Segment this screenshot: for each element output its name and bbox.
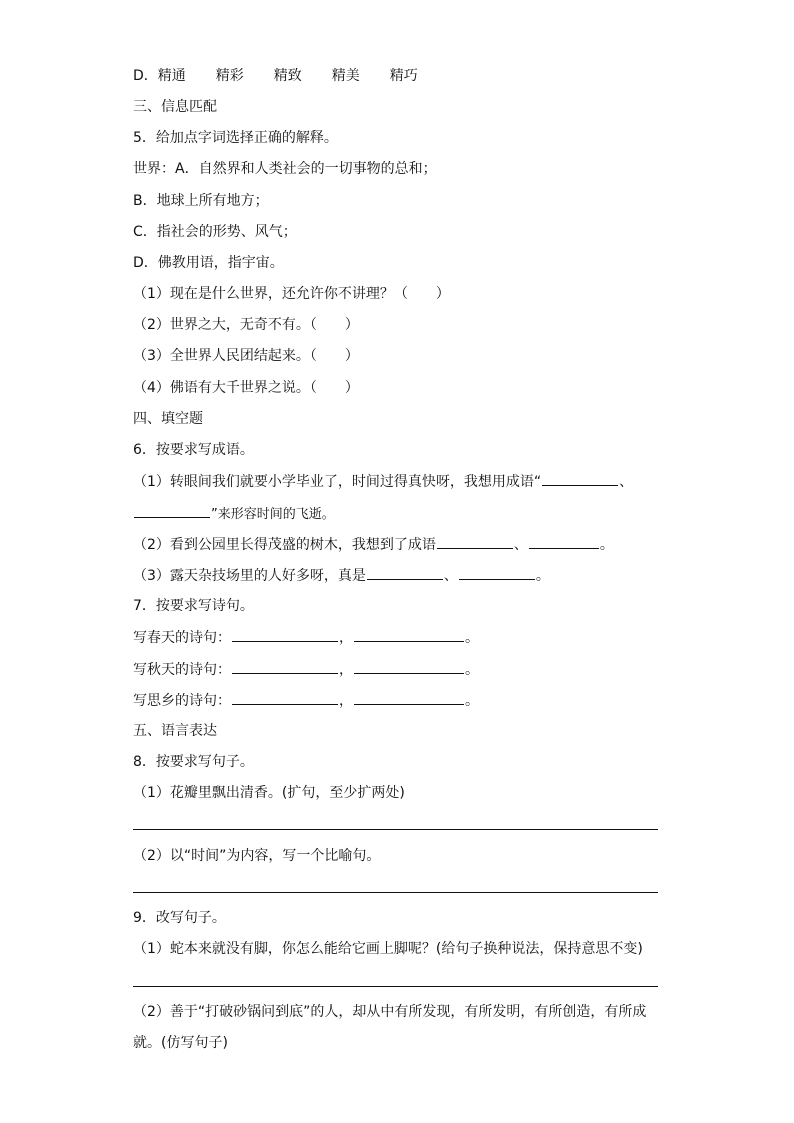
definition-d: D．佛教用语，指宇宙。 bbox=[133, 255, 284, 271]
period: 。 bbox=[535, 568, 550, 584]
answer-blank[interactable] bbox=[232, 627, 338, 642]
question-9-item-2-line-2: 就。(仿写句子) bbox=[133, 1035, 228, 1051]
homesick-poem-label: 写思乡的诗句： bbox=[133, 693, 231, 709]
period: 。 bbox=[465, 630, 479, 646]
answer-blank[interactable] bbox=[542, 471, 618, 486]
question-9-item-1: （1）蛇本来就没有脚，你怎么能给它画上脚呢？(给句子换种说法，保持意思不变) bbox=[133, 941, 643, 957]
question-9-item-2-line-1: （2）善于“打破砂锅问到底”的人，却从中有所发现，有所发明，有所创造，有所成 bbox=[133, 1004, 647, 1020]
separator: 、 bbox=[443, 568, 458, 584]
question-5-item-1[interactable]: （1）现在是什么世界，还允许你不讲理？（ ） bbox=[133, 286, 450, 302]
question-8-stem: 8．按要求写句子。 bbox=[133, 754, 254, 770]
spring-poem-line bbox=[133, 627, 479, 648]
answer-blank[interactable] bbox=[232, 690, 338, 705]
question-6-item-1-text: （1）转眼间我们就要小学毕业了，时间过得真快呀，我想用成语“ bbox=[133, 474, 542, 490]
question-6-item-1-line-2 bbox=[133, 503, 335, 525]
question-5-item-3[interactable]: （3）全世界人民团结起来。（ ） bbox=[133, 348, 359, 364]
question-6-item-3 bbox=[133, 565, 550, 586]
question-5-item-4[interactable]: （4）佛语有大千世界之说。（ ） bbox=[133, 380, 359, 396]
answer-blank[interactable] bbox=[232, 659, 338, 674]
separator: 、 bbox=[619, 474, 634, 490]
question-6-stem: 6．按要求写成语。 bbox=[133, 442, 254, 458]
option-d-word-3: 精致 bbox=[273, 68, 302, 84]
question-9-stem: 9．改写句子。 bbox=[133, 910, 226, 926]
option-d-word-2: 精彩 bbox=[215, 68, 244, 84]
answer-blank[interactable] bbox=[354, 659, 464, 674]
answer-blank[interactable] bbox=[367, 565, 443, 580]
answer-blank[interactable] bbox=[354, 690, 464, 705]
question-6-item-2-text: （2）看到公园里长得茂盛的树木，我想到了成语 bbox=[133, 537, 436, 553]
definition-b: B．地球上所有地方； bbox=[133, 193, 269, 209]
option-d-word-4: 精美 bbox=[331, 68, 360, 84]
question-6-item-1-tail: ”来形容时间的飞逝。 bbox=[211, 507, 335, 522]
section-4-heading: 四、填空题 bbox=[133, 411, 203, 427]
section-5-heading: 五、语言表达 bbox=[133, 723, 217, 739]
period: 。 bbox=[465, 662, 479, 678]
answer-line[interactable] bbox=[133, 829, 658, 830]
answer-blank[interactable] bbox=[354, 627, 464, 642]
answer-blank[interactable] bbox=[529, 534, 599, 549]
autumn-poem-label: 写秋天的诗句： bbox=[133, 662, 231, 678]
question-5-stem: 5．给加点字词选择正确的解释。 bbox=[133, 130, 338, 146]
answer-line[interactable] bbox=[133, 892, 658, 893]
question-8-item-2: （2）以“时间”为内容，写一个比喻句。 bbox=[133, 848, 381, 864]
answer-line[interactable] bbox=[133, 986, 658, 987]
question-5-item-2[interactable]: （2）世界之大，无奇不有。（ ） bbox=[133, 317, 359, 333]
homesick-poem-line bbox=[133, 690, 479, 711]
period: 。 bbox=[465, 693, 479, 709]
option-d-line bbox=[133, 66, 418, 86]
comma: ， bbox=[339, 693, 353, 709]
definition-a: 世界：A．自然界和人类社会的一切事物的总和； bbox=[133, 161, 437, 177]
question-7-stem: 7．按要求写诗句。 bbox=[133, 598, 254, 614]
definition-c: C．指社会的形势、风气； bbox=[133, 224, 297, 240]
option-d-word-5: 精巧 bbox=[389, 68, 418, 84]
section-3-heading: 三、信息匹配 bbox=[133, 99, 217, 115]
answer-blank[interactable] bbox=[437, 534, 513, 549]
option-d-prefix: D．精通 bbox=[133, 68, 186, 84]
question-8-item-1: （1）花瓣里飘出清香。(扩句，至少扩两处) bbox=[133, 785, 405, 801]
separator: 、 bbox=[513, 537, 528, 553]
period: 。 bbox=[599, 537, 614, 553]
autumn-poem-line bbox=[133, 659, 479, 680]
answer-blank[interactable] bbox=[134, 503, 210, 518]
comma: ， bbox=[339, 662, 353, 678]
spring-poem-label: 写春天的诗句： bbox=[133, 630, 231, 646]
question-6-item-3-text: （3）露天杂技场里的人好多呀，真是 bbox=[133, 568, 366, 584]
question-6-item-1-line-1 bbox=[133, 471, 633, 492]
answer-blank[interactable] bbox=[459, 565, 535, 580]
comma: ， bbox=[339, 630, 353, 646]
question-6-item-2 bbox=[133, 534, 614, 555]
